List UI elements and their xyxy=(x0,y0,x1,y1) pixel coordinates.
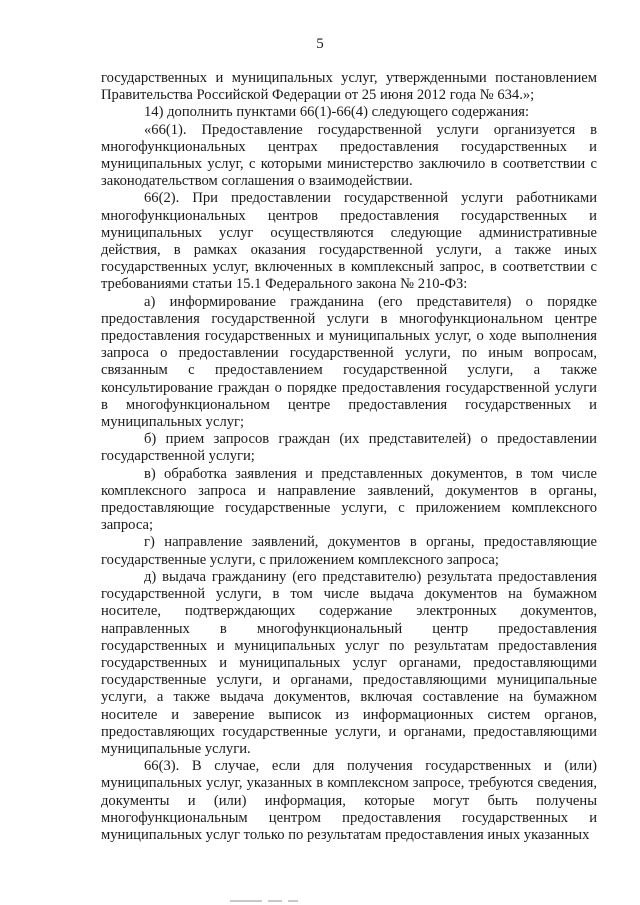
paragraph-66-2: 66(2). При предоставлении государственной услуги работниками многофункциональных центров предоставления государственных и муниципальных услуг осуществляются следующие административные действия, в рамках оказания государственной услуги, а также иных государственных услуг, включенных в комплексный запрос, в соответствии с требованиями статьи 15.1 Федерального закона № 210-ФЗ: xyxy=(101,190,597,293)
paragraph-subitem-a: а) информирование гражданина (его представителя) о порядке предоставления государственной услуги в многофункциональном центре предоставления государственных и муниципальных услуг, о ходе выполнения запроса о предоставлении государственной услуги, по иным вопросам, связанным с предоставлением государственной услуги, а также консультирование граждан о порядке предоставления государственной услуги в многофункциональном центре предоставления государственных и муниципальных услуг; xyxy=(101,293,597,431)
scan-artifact xyxy=(288,900,298,902)
document-body xyxy=(101,70,597,844)
paragraph-item-14: 14) дополнить пунктами 66(1)-66(4) следующего содержания: xyxy=(144,104,530,121)
paragraph-66-1: «66(1). Предоставление государственной услуги организуется в многофункциональных центрах предоставления государственных и муниципальных услуг, с которыми министерство заключило в соответствии с законодательством соглашения о взаимодействии. xyxy=(101,121,597,190)
scan-artifact xyxy=(268,900,282,902)
paragraph-subitem-v: в) обработка заявления и представленных документов, в том числе комплексного запроса и направление заявлений, документов в органы, предоставляющие государственные услуги, с приложением комплексного запроса; xyxy=(101,465,597,534)
paragraph-subitem-d: д) выдача гражданину (его представителю) результата предоставления государственной услуги, в том числе выдача документов на бумажном носителе, подтверждающих содержание электронных документов, направленных в многофункциональный центр предоставления государственных и муниципальных услуг по результатам предоставления государственных и муниципальных услуг органами, предоставляющими государственные услуги, и органами, предоставляющими муниципальные услуги, а также выдача документов, включая составление на бумажном носителе и заверение выписок из информационных систем органов, предоставляющих государственные услуги, и органами, предоставляющими муниципальные услуги. xyxy=(101,568,597,757)
page-number: 5 xyxy=(316,36,324,52)
scan-artifact xyxy=(230,900,262,902)
paragraph-66-3: 66(3). В случае, если для получения государственных и (или) муниципальных услуг, указанных в комплексном запросе, требуются сведения, документы и (или) информация, которые могут быть получены многофункциональным центром предоставления государственных и муниципальных услуг только по результатам предоставления иных указанных xyxy=(101,758,597,843)
paragraph-subitem-b: б) прием запросов граждан (их представителей) о предоставлении государственной услуги; xyxy=(101,431,597,465)
paragraph-subitem-g: г) направление заявлений, документов в органы, предоставляющие государственные услуги, с приложением комплексного запроса; xyxy=(101,534,597,568)
paragraph-continuation: государственных и муниципальных услуг, утвержденными постановлением Правительства Российской Федерации от 25 июня 2012 года № 634.»; xyxy=(101,70,597,104)
